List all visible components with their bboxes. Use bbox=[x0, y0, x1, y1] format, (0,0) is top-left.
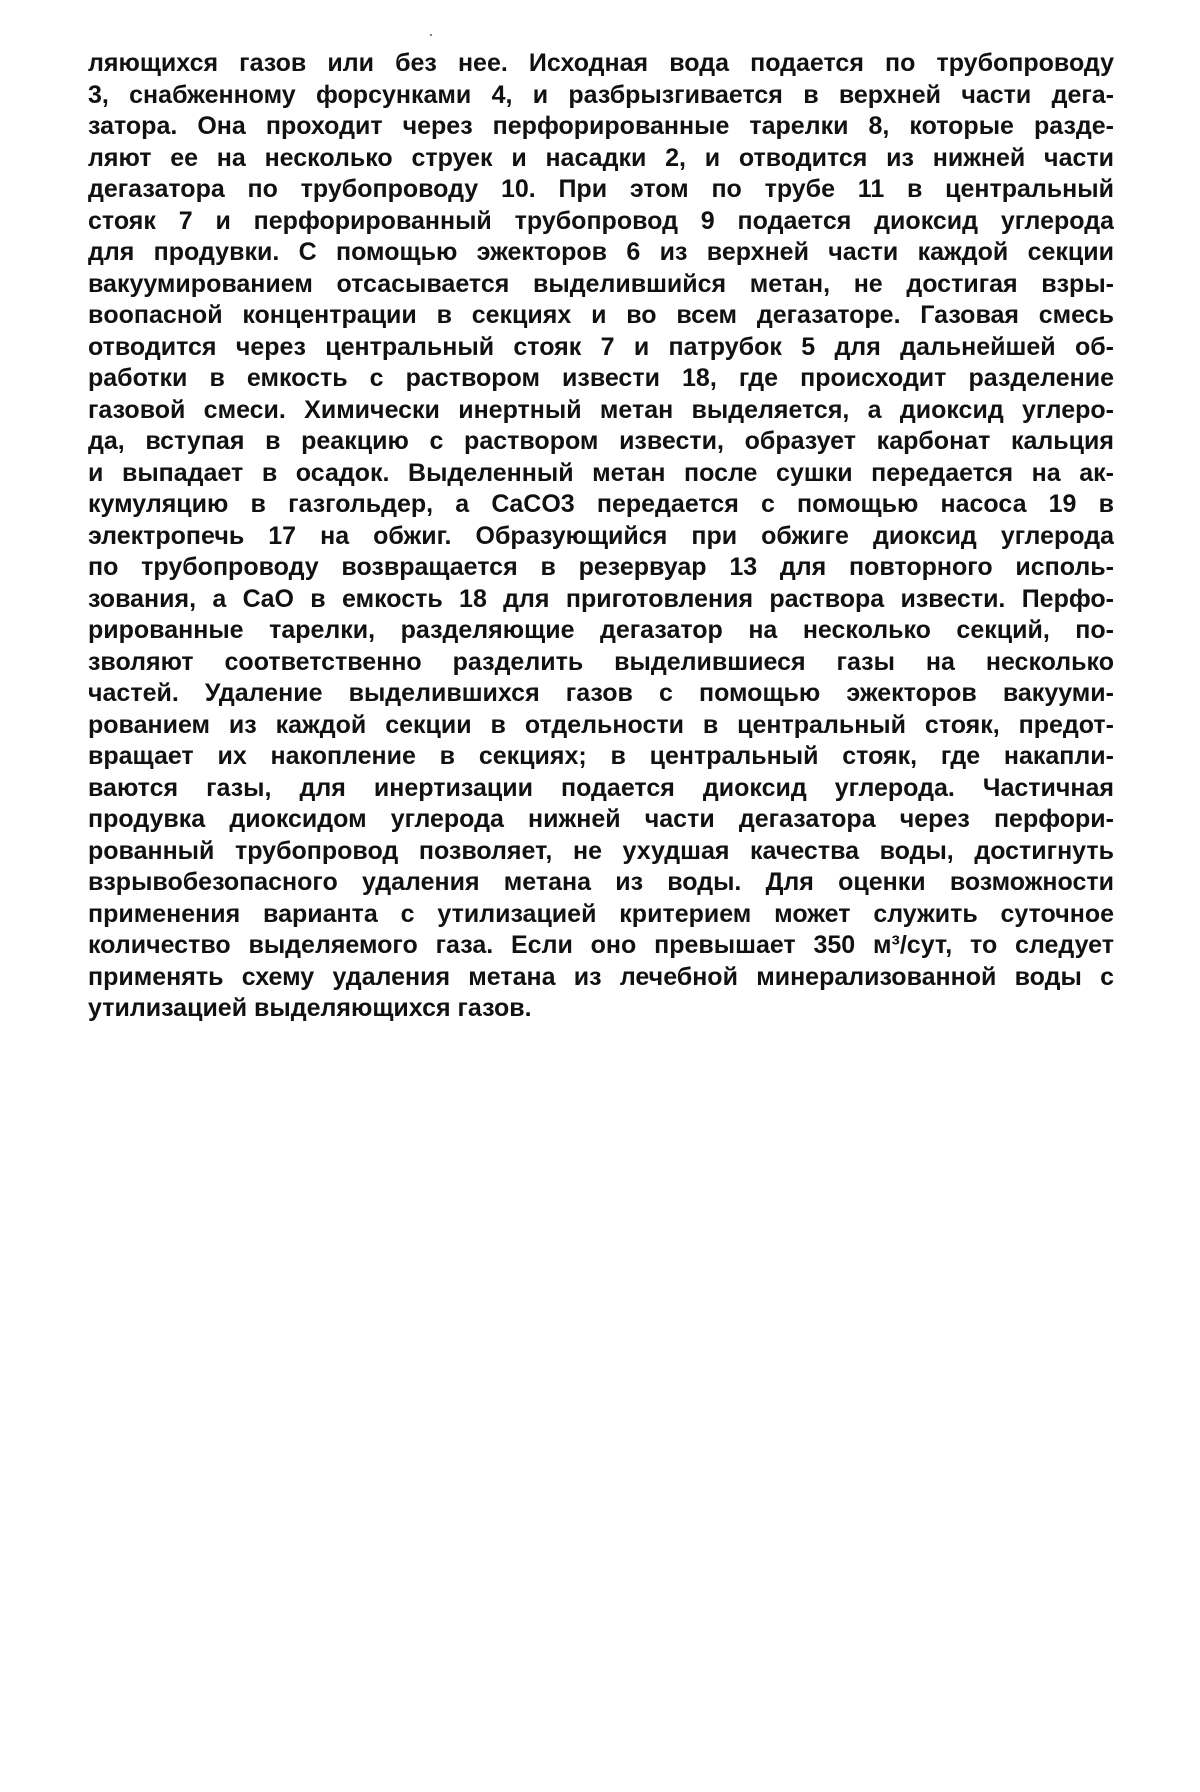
text-line: да, вступая в реакцию с раствором извести, образует карбонат кальция bbox=[88, 427, 1114, 455]
text-line: вращает их накопление в секциях; в центральный стояк, где накапли- bbox=[88, 742, 1114, 770]
text-line: работки в емкость с раствором извести 18, где происходит разделение bbox=[88, 364, 1114, 392]
text-line: продувка диоксидом углерода нижней части дегазатора через перфори- bbox=[88, 805, 1114, 833]
text-line: отводится через центральный стояк 7 и патрубок 5 для дальнейшей об- bbox=[88, 332, 1114, 361]
text-line: рованный трубопровод позволяет, не ухудшая качества воды, достигнуть bbox=[88, 836, 1114, 865]
text-line: количество выделяемого газа. Если оно превышает 350 м³/сут, то следует bbox=[88, 931, 1114, 959]
text-line: и выпадает в осадок. Выделенный метан после сушки передается на ак- bbox=[88, 458, 1114, 487]
body-text bbox=[88, 48, 1114, 1025]
text-line: зования, а CaO в емкость 18 для приготовления раствора извести. Перфо- bbox=[88, 584, 1114, 613]
text-line: ваются газы, для инертизации подается диоксид углерода. Частичная bbox=[88, 773, 1114, 802]
scan-speck bbox=[430, 34, 432, 36]
text-line: взрывобезопасного удаления метана из воды. Для оценки возможности bbox=[88, 868, 1114, 896]
text-line: кумуляцию в газгольдер, а CaCO3 передается с помощью насоса 19 в bbox=[88, 490, 1114, 518]
text-line: стояк 7 и перфорированный трубопровод 9 подается диоксид углерода bbox=[88, 206, 1114, 235]
text-line: частей. Удаление выделившихся газов с помощью эжекторов вакууми- bbox=[88, 679, 1114, 707]
text-line: затора. Она проходит через перфорированные тарелки 8, которые разде- bbox=[88, 112, 1114, 140]
text-line: зволяют соответственно разделить выделившиеся газы на несколько bbox=[88, 647, 1114, 676]
text-line: газовой смеси. Химически инертный метан выделяется, а диоксид углеро- bbox=[88, 395, 1114, 424]
text-line: рированные тарелки, разделяющие дегазатор на несколько секций, по- bbox=[88, 616, 1114, 644]
text-line: утилизацией выделяющихся газов. bbox=[88, 994, 532, 1022]
text-line: применять схему удаления метана из лечебной минерализованной воды с bbox=[88, 962, 1114, 991]
text-line: ляют ее на несколько струек и насадки 2, и отводится из нижней части bbox=[88, 143, 1114, 172]
text-line: вoопасной концентрации в секциях и во всем дегазаторе. Газовая смесь bbox=[88, 301, 1114, 329]
text-line: ляющихся газов или без нее. Исходная вода подается по трубопроводу bbox=[88, 49, 1114, 77]
text-line: дегазатора по трубопроводу 10. При этом по трубе 11 в центральный bbox=[88, 175, 1114, 203]
text-line: вакуумированием отсасывается выделившийся метан, не достигая взры- bbox=[88, 269, 1114, 298]
text-line: 3, снабженному форсунками 4, и разбрызгивается в верхней части дега- bbox=[88, 80, 1114, 109]
text-line: для продувки. С помощью эжекторов 6 из верхней части каждой секции bbox=[88, 238, 1114, 266]
text-line: по трубопроводу возвращается в резервуар 13 для повторного исполь- bbox=[88, 553, 1114, 581]
text-line: рованием из каждой секции в отдельности в центральный стояк, предот- bbox=[88, 710, 1114, 739]
text-line: электропечь 17 на обжиг. Образующийся при обжиге диоксид углерода bbox=[88, 521, 1114, 550]
text-line: применения варианта с утилизацией критерием может служить суточное bbox=[88, 899, 1114, 928]
